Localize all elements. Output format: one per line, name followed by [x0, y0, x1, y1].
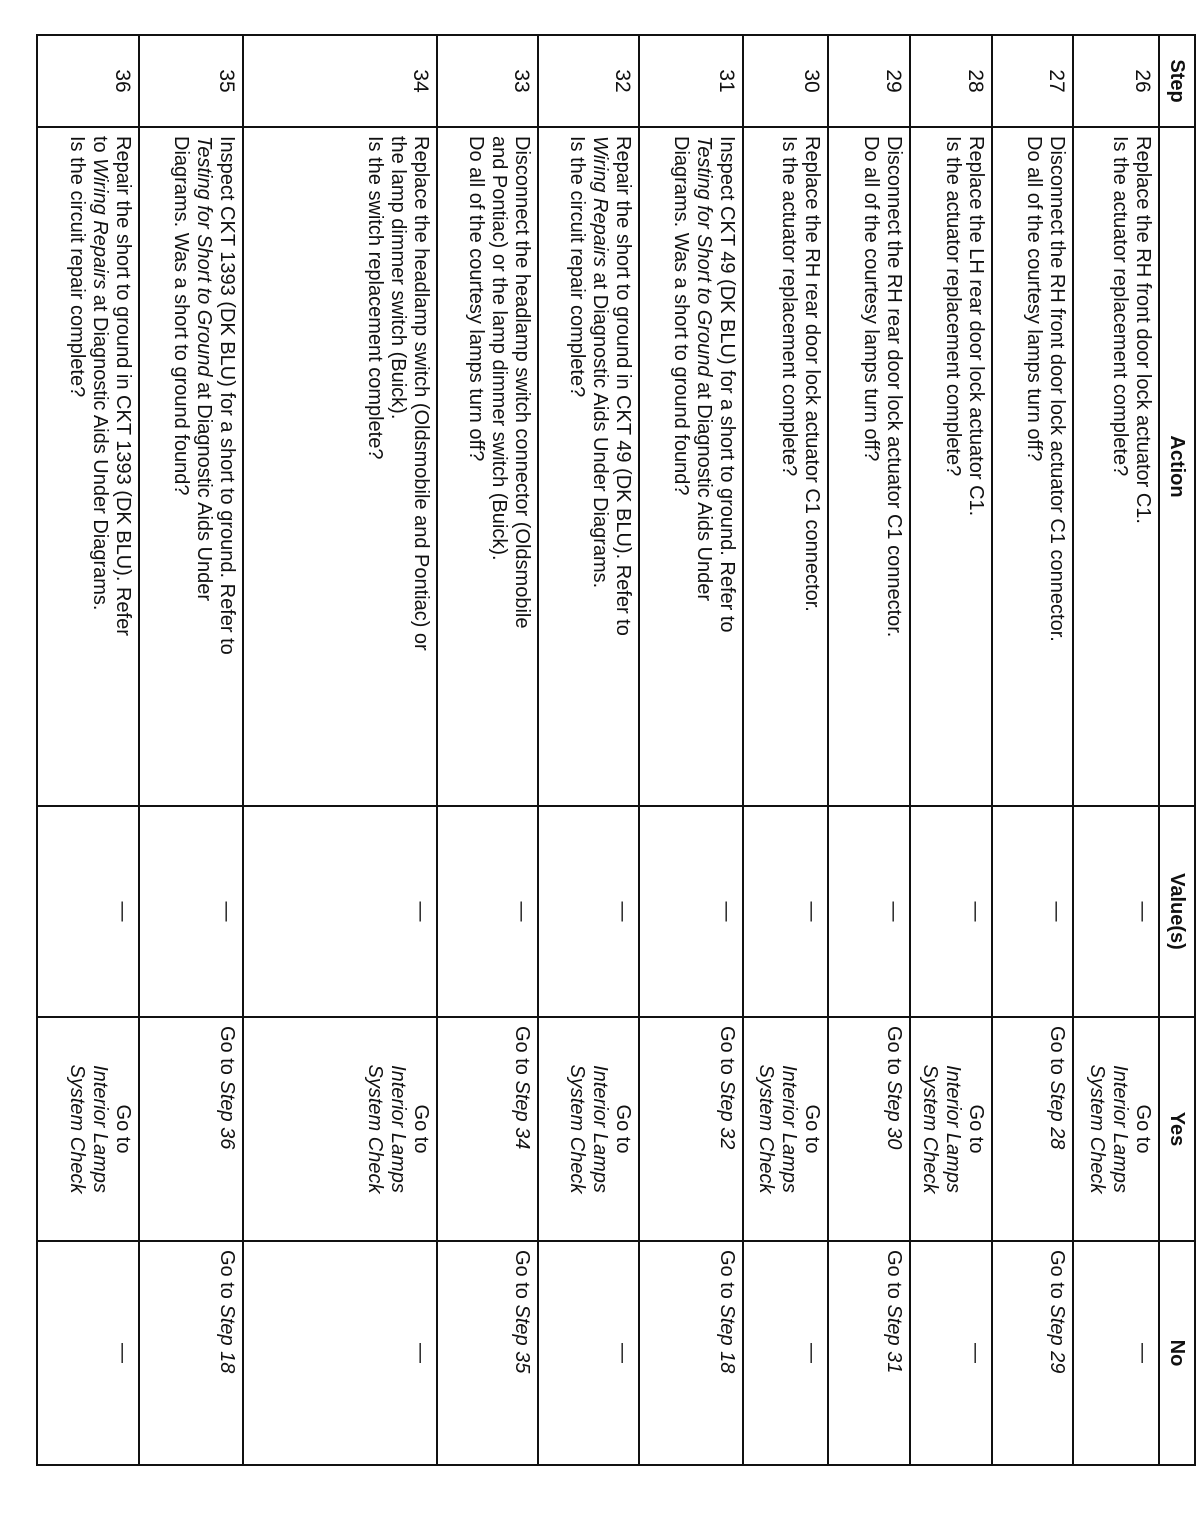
- text-fragment: at Diagnostic Aids Under: [192, 376, 215, 602]
- table-row: [243, 35, 437, 1465]
- yes-cell: [437, 1017, 538, 1241]
- action-cell: [139, 127, 242, 806]
- step-number: 33: [437, 35, 538, 127]
- text-fragment: Replace the RH front door lock actuator C1.: [1132, 136, 1154, 524]
- yes-cell: [992, 1017, 1073, 1241]
- value-cell: —: [37, 806, 139, 1017]
- no-cell: [538, 1241, 639, 1465]
- reference-text: Step 18: [715, 1304, 738, 1374]
- action-cell: [639, 127, 742, 806]
- reference-text: System Check: [363, 1064, 386, 1194]
- text-fragment: —: [801, 1343, 824, 1363]
- table-row: [437, 35, 538, 1465]
- reference-text: Step 31: [882, 1304, 905, 1374]
- table-row: [139, 35, 242, 1465]
- no-cell: [37, 1241, 139, 1465]
- text-fragment: Diagrams. Was a short to ground found?: [169, 136, 192, 496]
- text-fragment: Is the circuit repair complete?: [66, 136, 89, 398]
- reference-text: System Check: [566, 1064, 589, 1194]
- value-cell: —: [828, 806, 909, 1017]
- reference-text: System Check: [1086, 1064, 1108, 1194]
- table-row: [743, 35, 829, 1465]
- action-cell: [910, 127, 992, 806]
- yes-cell: [538, 1017, 639, 1241]
- text-fragment: Go to: [1046, 1250, 1069, 1305]
- text-fragment: Go to: [1046, 1026, 1069, 1081]
- table-row: [1073, 35, 1159, 1465]
- table-row: [639, 35, 742, 1465]
- reference-text: Interior Lamps: [778, 1065, 801, 1193]
- reference-text: Interior Lamps: [589, 1065, 612, 1193]
- text-fragment: —: [612, 1343, 635, 1363]
- text-fragment: Go to: [882, 1026, 905, 1081]
- action-cell: [743, 127, 829, 806]
- text-fragment: Do all of the courtesy lamps turn off?: [465, 136, 488, 462]
- reference-text: Step 18: [215, 1304, 238, 1374]
- text-fragment: Go to: [1132, 1104, 1154, 1154]
- action-cell: [538, 127, 639, 806]
- header-step: Step: [1159, 35, 1195, 127]
- reference-text: Step 30: [882, 1080, 905, 1150]
- text-fragment: Go to: [215, 1250, 238, 1305]
- step-number: 26: [1073, 35, 1159, 127]
- text-fragment: Go to: [965, 1104, 988, 1154]
- text-fragment: at Diagnostic Aids Under Diagrams.: [89, 289, 112, 611]
- text-fragment: Do all of the courtesy lamps turn off?: [859, 136, 882, 462]
- action-cell: [243, 127, 437, 806]
- no-cell: [992, 1241, 1073, 1465]
- text-fragment: Go to: [511, 1026, 534, 1081]
- yes-cell: [1073, 1017, 1159, 1241]
- reference-text: System Check: [919, 1064, 942, 1194]
- reference-text: Step 32: [715, 1080, 738, 1150]
- table-row: [37, 35, 139, 1465]
- header-yes: Yes: [1159, 1017, 1195, 1241]
- step-number: 31: [639, 35, 742, 127]
- step-number: 32: [538, 35, 639, 127]
- text-fragment: Disconnect the RH rear door lock actuator C1 connector.: [882, 136, 905, 638]
- reference-text: Testing for Short to Ground: [692, 136, 715, 377]
- reference-text: System Check: [755, 1064, 778, 1194]
- text-fragment: Go to: [112, 1104, 135, 1154]
- text-fragment: —: [409, 1343, 432, 1363]
- value-cell: —: [538, 806, 639, 1017]
- text-fragment: Is the actuator replacement complete?: [942, 136, 965, 477]
- step-number: 27: [992, 35, 1073, 127]
- text-fragment: Go to: [612, 1104, 635, 1154]
- step-number: 28: [910, 35, 992, 127]
- reference-text: Interior Lamps: [89, 1065, 112, 1193]
- text-fragment: Is the actuator replacement complete?: [778, 136, 801, 477]
- text-fragment: and Pontiac) or the lamp dimmer switch (Buick).: [488, 136, 511, 561]
- header-action: Action: [1159, 127, 1195, 806]
- text-fragment: Is the switch replacement complete?: [363, 136, 386, 460]
- reference-text: Testing for Short to Ground: [192, 136, 215, 377]
- rotated-table-container: [36, 34, 1196, 1464]
- value-cell: —: [437, 806, 538, 1017]
- yes-cell: [743, 1017, 829, 1241]
- yes-cell: [243, 1017, 437, 1241]
- no-cell: [743, 1241, 829, 1465]
- text-fragment: Inspect CKT 1393 (DK BLU) for a short to ground. Refer to: [215, 136, 238, 655]
- action-cell: [37, 127, 139, 806]
- no-cell: [139, 1241, 242, 1465]
- text-fragment: Go to: [511, 1250, 534, 1305]
- step-number: 29: [828, 35, 909, 127]
- yes-cell: [639, 1017, 742, 1241]
- no-cell: [1073, 1241, 1159, 1465]
- action-cell: [992, 127, 1073, 806]
- table-row: [910, 35, 992, 1465]
- action-cell: [828, 127, 909, 806]
- text-fragment: Replace the RH rear door lock actuator C1 connector.: [801, 136, 824, 612]
- value-cell: —: [743, 806, 829, 1017]
- step-number: 36: [37, 35, 139, 127]
- text-fragment: Go to: [715, 1026, 738, 1081]
- reference-text: Interior Lamps: [942, 1065, 965, 1193]
- action-cell: [437, 127, 538, 806]
- reference-text: Step 36: [215, 1080, 238, 1150]
- reference-text: Step 29: [1046, 1304, 1069, 1374]
- text-fragment: Inspect CKT 49 (DK BLU) for a short to ground. Refer to: [715, 136, 738, 633]
- text-fragment: Is the actuator replacement complete?: [1109, 136, 1131, 477]
- reference-text: Step 34: [511, 1080, 534, 1150]
- value-cell: —: [910, 806, 992, 1017]
- no-cell: [828, 1241, 909, 1465]
- text-fragment: Repair the short to ground in CKT 49 (DK BLU). Refer to: [612, 136, 635, 636]
- text-fragment: Go to: [409, 1104, 432, 1154]
- header-no: No: [1159, 1241, 1195, 1465]
- text-fragment: Replace the LH rear door lock actuator C1.: [965, 136, 988, 517]
- text-fragment: Is the circuit repair complete?: [566, 136, 589, 398]
- header-row: [1159, 35, 1195, 1465]
- text-fragment: —: [112, 1343, 135, 1363]
- no-cell: [910, 1241, 992, 1465]
- value-cell: —: [1073, 806, 1159, 1017]
- reference-text: System Check: [66, 1064, 89, 1194]
- value-cell: —: [992, 806, 1073, 1017]
- no-cell: [243, 1241, 437, 1465]
- text-fragment: Repair the short to ground in CKT 1393 (DK BLU). Refer: [112, 136, 135, 636]
- text-fragment: Disconnect the headlamp switch connector (Oldsmobile: [511, 136, 534, 629]
- text-fragment: —: [965, 1343, 988, 1363]
- reference-text: Interior Lamps: [386, 1065, 409, 1193]
- value-cell: —: [639, 806, 742, 1017]
- text-fragment: —: [1132, 1343, 1154, 1363]
- yes-cell: [828, 1017, 909, 1241]
- reference-text: Interior Lamps: [1109, 1065, 1131, 1193]
- text-fragment: Go to: [215, 1026, 238, 1081]
- value-cell: —: [243, 806, 437, 1017]
- reference-text: Step 35: [511, 1304, 534, 1374]
- text-fragment: Go to: [882, 1250, 905, 1305]
- value-cell: —: [139, 806, 242, 1017]
- text-fragment: at Diagnostic Aids Under Diagrams.: [589, 266, 612, 589]
- text-fragment: Diagrams. Was a short to ground found?: [669, 136, 692, 496]
- step-number: 30: [743, 35, 829, 127]
- text-fragment: Go to: [715, 1250, 738, 1305]
- text-fragment: the lamp dimmer switch (Buick).: [386, 136, 409, 420]
- table-row: [828, 35, 909, 1465]
- text-fragment: Disconnect the RH front door lock actuator C1 connector.: [1046, 136, 1069, 642]
- diagnostic-steps-table: [36, 34, 1196, 1466]
- yes-cell: [37, 1017, 139, 1241]
- yes-cell: [910, 1017, 992, 1241]
- step-number: 34: [243, 35, 437, 127]
- text-fragment: Do all of the courtesy lamps turn off?: [1023, 136, 1046, 462]
- action-cell: [1073, 127, 1159, 806]
- reference-text: Wiring Repairs: [89, 158, 112, 290]
- table-row: [538, 35, 639, 1465]
- table-body: [37, 35, 1159, 1465]
- text-fragment: Replace the headlamp switch (Oldsmobile and Pontiac) or: [409, 136, 432, 651]
- header-values: Value(s): [1159, 806, 1195, 1017]
- reference-text: Step 28: [1046, 1080, 1069, 1150]
- no-cell: [437, 1241, 538, 1465]
- step-number: 35: [139, 35, 242, 127]
- yes-cell: [139, 1017, 242, 1241]
- table-row: [992, 35, 1073, 1465]
- no-cell: [639, 1241, 742, 1465]
- reference-text: Wiring Repairs: [589, 136, 612, 267]
- text-fragment: Go to: [801, 1104, 824, 1154]
- text-fragment: at Diagnostic Aids Under: [692, 376, 715, 602]
- text-fragment: to: [89, 136, 112, 159]
